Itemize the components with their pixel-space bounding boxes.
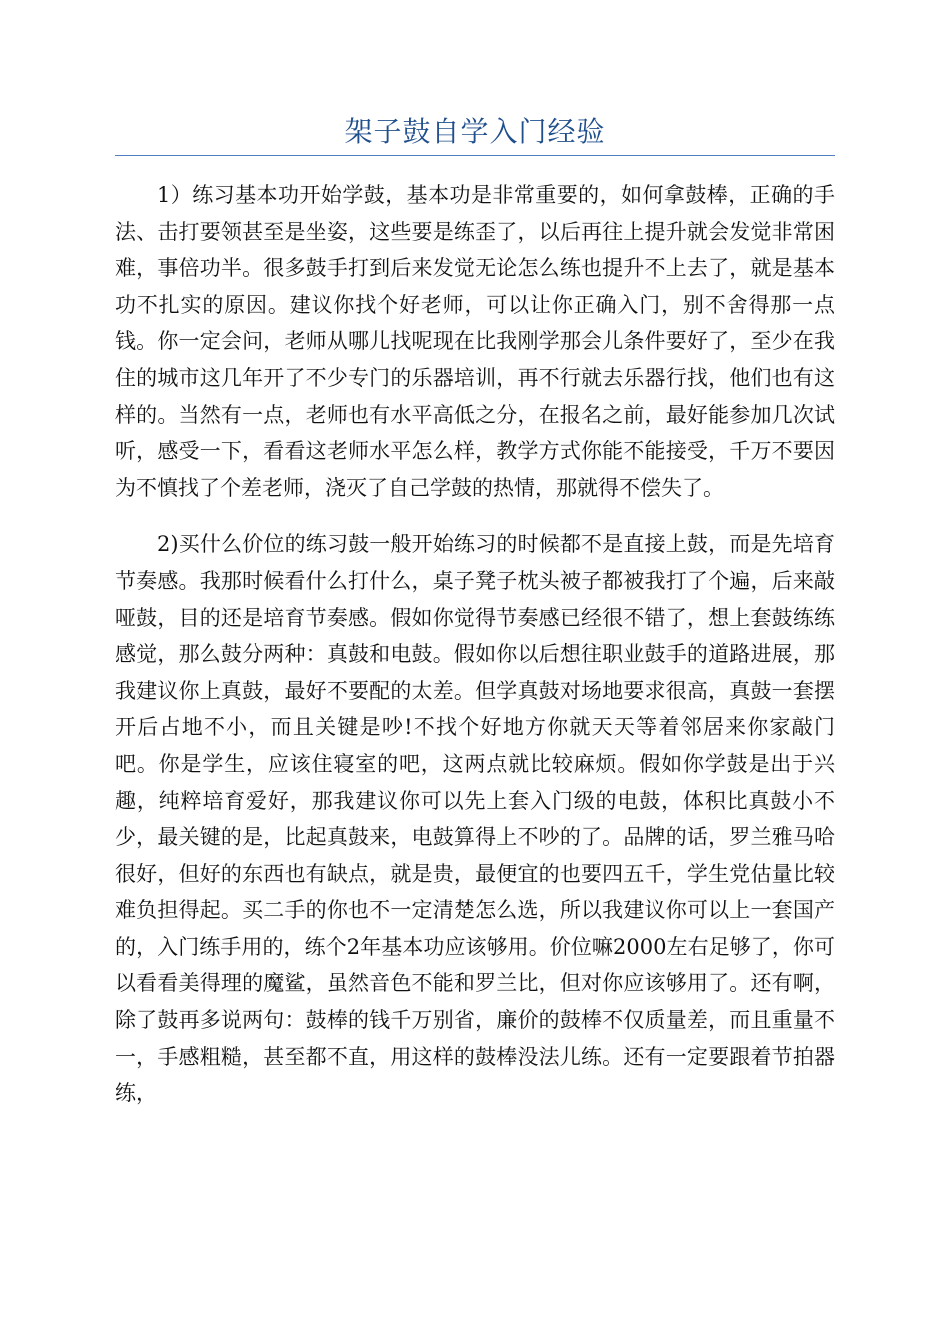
paragraph-2: 2)买什么价位的练习鼓一般开始练习的时候都不是直接上鼓，而是先培育节奏感。我那时候看什么打什么，桌子凳子枕头被子都被我打了个遍，后来敲哑鼓，目的还是培育节奏感。假如你觉得节奏感已经很不错了，想上套鼓练练感觉，那么鼓分两种：真鼓和电鼓。假如你以后想往职业鼓手的道路进展，那我建议你上真鼓，最好不要配的太差。但学真鼓对场地要求很高，真鼓一套摆开后占地不小，而且关键是吵!不找个好地方你就天天等着邻居来你家敲门吧。你是学生，应该住寝室的吧，这两点就比较麻烦。假如你学鼓是出于兴趣，纯粹培育爱好，那我建议你可以先上套入门级的电鼓，体积比真鼓小不少，最关键的是，比起真鼓来，电鼓算得上不吵的了。品牌的话，罗兰雅马哈很好，但好的东西也有缺点，就是贵，最便宜的也要四五千，学生党估量比较难负担得起。买二手的你也不一定清楚怎么选，所以我建议你可以上一套国产的，入门练手用的，练个2年基本功应该够用。价位嘛2000左右足够了，你可以看看美得理的魔鲨，虽然音色不能和罗兰比，但对你应该够用了。还有啊，除了鼓再多说两句：鼓棒的钱千万别省，廉价的鼓棒不仅质量差，而且重量不一，手感粗糙，甚至都不直，用这样的鼓棒没法儿练。还有一定要跟着节拍器练，: [115, 532, 835, 1106]
document-body: [115, 177, 835, 1112]
paragraph-1: 1）练习基本功开始学鼓，基本功是非常重要的，如何拿鼓棒，正确的手法、击打要领甚至是坐姿，这些要是练歪了，以后再往上提升就会发觉非常困难，事倍功半。很多鼓手打到后来发觉无论怎么练也提升不上去了，就是基本功不扎实的原因。建议你找个好老师，可以让你正确入门，别不舍得那一点钱。你一定会问，老师从哪儿找呢现在比我刚学那会儿条件要好了，至少在我住的城市这几年开了不少专门的乐器培训，再不行就去乐器行找，他们也有这样的。当然有一点，老师也有水平高低之分，在报名之前，最好能参加几次试听，感受一下，看看这老师水平怎么样，教学方式你能不能接受，千万不要因为不慎找了个差老师，浇灭了自己学鼓的热情，那就得不偿失了。: [115, 183, 835, 500]
title-underline: [115, 155, 835, 156]
page-title: 架子鼓自学入门经验: [344, 115, 606, 148]
